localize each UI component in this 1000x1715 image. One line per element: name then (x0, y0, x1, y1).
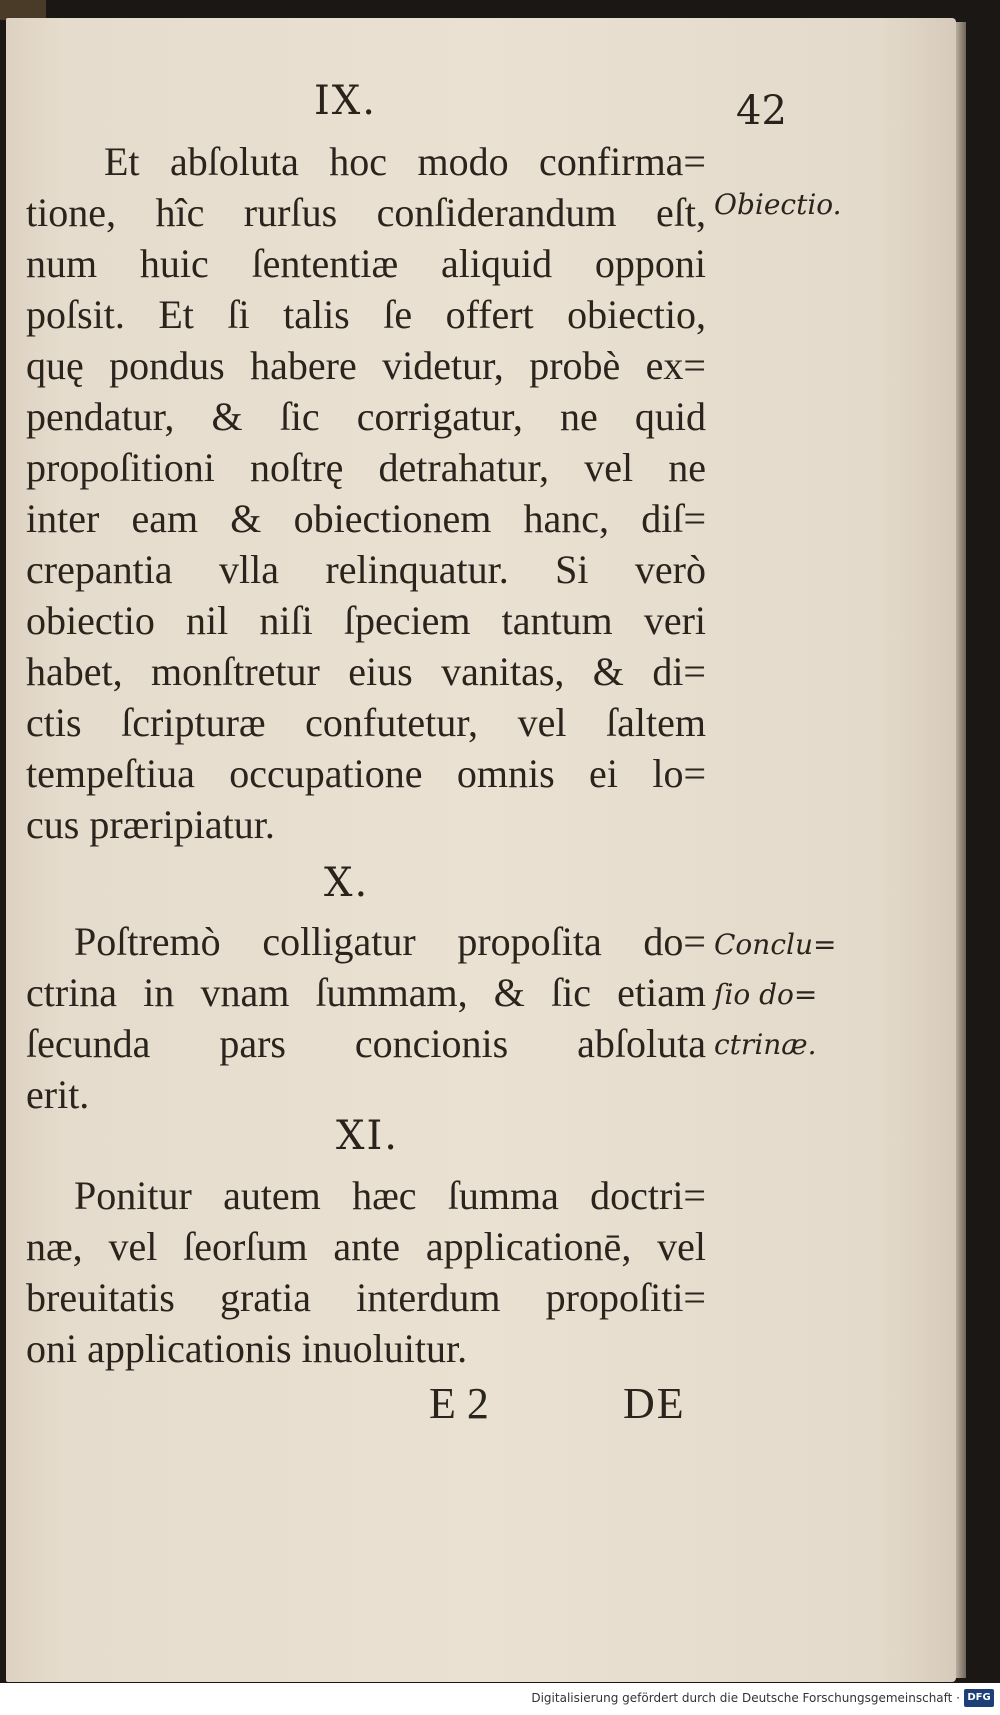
dfg-logo-icon: DFG (964, 1689, 994, 1707)
text-line: cus præripiatur. (26, 802, 275, 847)
folio-number: 42 (736, 88, 787, 134)
digitization-footer (0, 1683, 1000, 1715)
text-line: quę pondus habere videtur, probè ex= (26, 343, 706, 388)
text-line: oni applicationis inuoluitur. (26, 1326, 468, 1371)
section-xi-text (26, 1170, 706, 1374)
text-line: erit. (26, 1072, 90, 1117)
text-line: ctrina in vnam ſummam, & ſic etiam (26, 970, 706, 1015)
text-line: Poſtremò colligatur propoſita do= (74, 919, 706, 964)
catchword: DE (623, 1379, 686, 1428)
text-line: ctis ſcripturæ confutetur, vel ſaltem (26, 700, 706, 745)
section-number-ix: IX. (314, 78, 377, 124)
page-edge-shadow (956, 22, 966, 1678)
section-number-xi: XI. (336, 1113, 399, 1159)
scan-corner-mark (0, 0, 46, 20)
text-line: num huic ſententiæ aliquid opponi (26, 241, 706, 286)
text-line: crepantia vlla relinquatur. Si verò (26, 547, 706, 592)
section-x-text (26, 916, 706, 1120)
margin-note-line: ctrinæ. (714, 1028, 817, 1061)
text-line: ſecunda pars concionis abſoluta (26, 1021, 706, 1066)
text-line: tempeſtiua occupatione omnis ei lo= (26, 751, 706, 796)
scan-top-border (0, 0, 1000, 18)
section-number-x: X. (324, 860, 370, 906)
text-line: inter eam & obiectionem hanc, diſ= (26, 496, 706, 541)
text-line: pendatur, & ſic corrigatur, ne quid (26, 394, 706, 439)
text-line: næ, vel ſeorſum ante applicationē, vel (26, 1224, 706, 1269)
text-line: Ponitur autem hæc ſumma doctri= (74, 1173, 706, 1218)
text-line: tione, hîc rurſus conſiderandum eſt, (26, 190, 706, 235)
margin-note-line: Obiectio. (714, 188, 842, 221)
text-line: breuitatis gratia interdum propoſiti= (26, 1275, 706, 1320)
text-line: Et abſoluta hoc modo confirma= (104, 139, 706, 184)
text-line: obiectio nil niſi ſpeciem tantum veri (26, 598, 706, 643)
page-foot (6, 1378, 956, 1438)
book-page (6, 18, 956, 1682)
signature-mark: E 2 (429, 1379, 489, 1428)
text-line: habet, monſtretur eius vanitas, & di= (26, 649, 706, 694)
footer-credit: Digitalisierung gefördert durch die Deutsche Forschungsgemeinschaft · (531, 1691, 960, 1705)
section-ix-text (26, 136, 706, 850)
margin-note-line: ſio do= (714, 978, 818, 1011)
text-line: poſsit. Et ſi talis ſe offert obiectio, (26, 292, 706, 337)
margin-note-line: Conclu= (714, 928, 837, 961)
margin-note-obiectio (714, 180, 842, 230)
text-line: propoſitioni noſtrę detrahatur, vel ne (26, 445, 706, 490)
margin-note-conclusio (714, 920, 836, 1070)
